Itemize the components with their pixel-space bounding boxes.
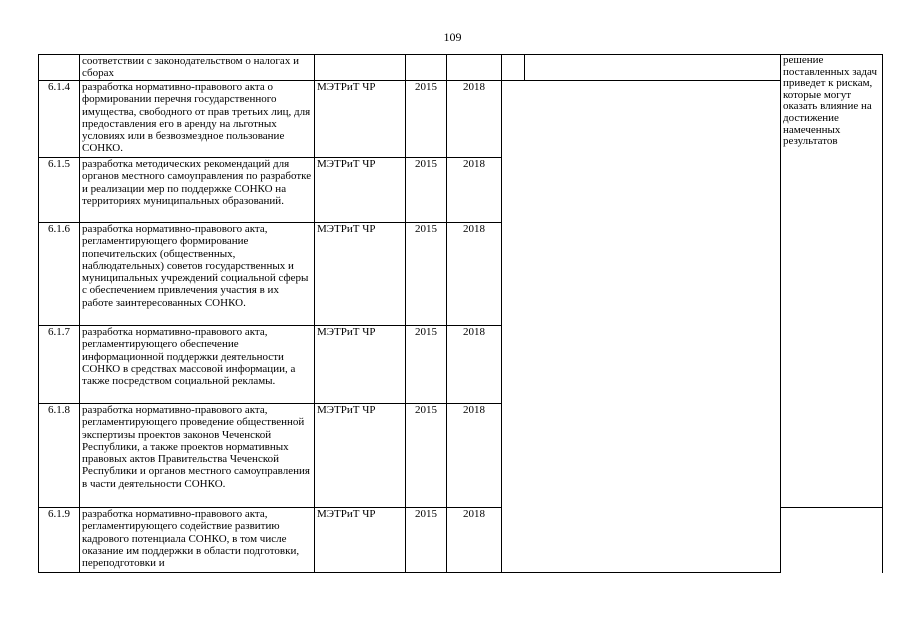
row-number-cell: 6.1.9: [39, 508, 80, 573]
page-number: 109: [443, 30, 462, 44]
start-year-cell: 2015: [406, 223, 447, 326]
end-year-cell: 2018: [447, 81, 502, 158]
risk-description-cell: решение поставленных задач приведет к рискам, которые могут оказать влияние на достижение намеченных результатов: [781, 55, 883, 508]
measure-name-cell: разработка нормативно-правового акта, регламентирующего проведение общественной экспертизы проектов законов Чеченской Республики, а также проектов нормативных правовых актов Правительства Чеченской Республики и органов местного самоуправления в части деятельности СОНКО.: [80, 404, 315, 508]
start-year-cell: [406, 55, 447, 81]
measure-name-cell: соответствии с законодательством о налогах и сборах: [80, 55, 315, 81]
end-year-cell: 2018: [447, 223, 502, 326]
row-number-cell: 6.1.8: [39, 404, 80, 508]
empty-cell: [502, 55, 525, 81]
row-number-cell: 6.1.7: [39, 326, 80, 404]
row-number-cell: [39, 55, 80, 81]
measure-name-cell: разработка методических рекомендаций для органов местного самоуправления по разработке и реализации мер по поддержке СОНКО на территориях муниципальных образований.: [80, 158, 315, 223]
row-number-cell: 6.1.5: [39, 158, 80, 223]
measure-name-cell: разработка нормативно-правового акта, регламентирующего обеспечение информационной поддержки деятельности СОНКО в средствах массовой информации, а также посредством социальной рекламы.: [80, 326, 315, 404]
end-year-cell: 2018: [447, 326, 502, 404]
end-year-cell: 2018: [447, 404, 502, 508]
executor-cell: [315, 55, 406, 81]
table-row: [39, 55, 883, 81]
end-year-cell: [447, 55, 502, 81]
measure-name-cell: разработка нормативно-правового акта, регламентирующего формирование попечительских (общественных, наблюдательных) советов государственных и муниципальных учреждений социальной сферы с обеспечением привлечения участия в их работе заинтересованных СОНКО.: [80, 223, 315, 326]
end-year-cell: 2018: [447, 158, 502, 223]
table-row: [39, 81, 883, 158]
start-year-cell: 2015: [406, 508, 447, 573]
measure-name-cell: разработка нормативно-правового акта о формировании перечня государственного имущества, свободного от прав третьих лиц, для предоставления его в аренду на льготных условиях или в безвозмездное пользование СОНКО.: [80, 81, 315, 158]
row-number-cell: 6.1.6: [39, 223, 80, 326]
start-year-cell: 2015: [406, 158, 447, 223]
executor-cell: МЭТРиТ ЧР: [315, 81, 406, 158]
executor-cell: МЭТРиТ ЧР: [315, 404, 406, 508]
row-number-cell: 6.1.4: [39, 81, 80, 158]
start-year-cell: 2015: [406, 404, 447, 508]
start-year-cell: 2015: [406, 326, 447, 404]
executor-cell: МЭТРиТ ЧР: [315, 326, 406, 404]
executor-cell: МЭТРиТ ЧР: [315, 508, 406, 573]
executor-cell: МЭТРиТ ЧР: [315, 223, 406, 326]
executor-cell: МЭТРиТ ЧР: [315, 158, 406, 223]
start-year-cell: 2015: [406, 81, 447, 158]
end-year-cell: 2018: [447, 508, 502, 573]
program-measures-table: [38, 54, 883, 573]
measure-name-cell: разработка нормативно-правового акта, регламентирующего содействие развитию кадрового потенциала СОНКО, в том числе оказание им поддержки в области подготовки, переподготовки и: [80, 508, 315, 573]
expected-result-cell: [502, 81, 781, 573]
expected-result-cell: [525, 55, 781, 81]
